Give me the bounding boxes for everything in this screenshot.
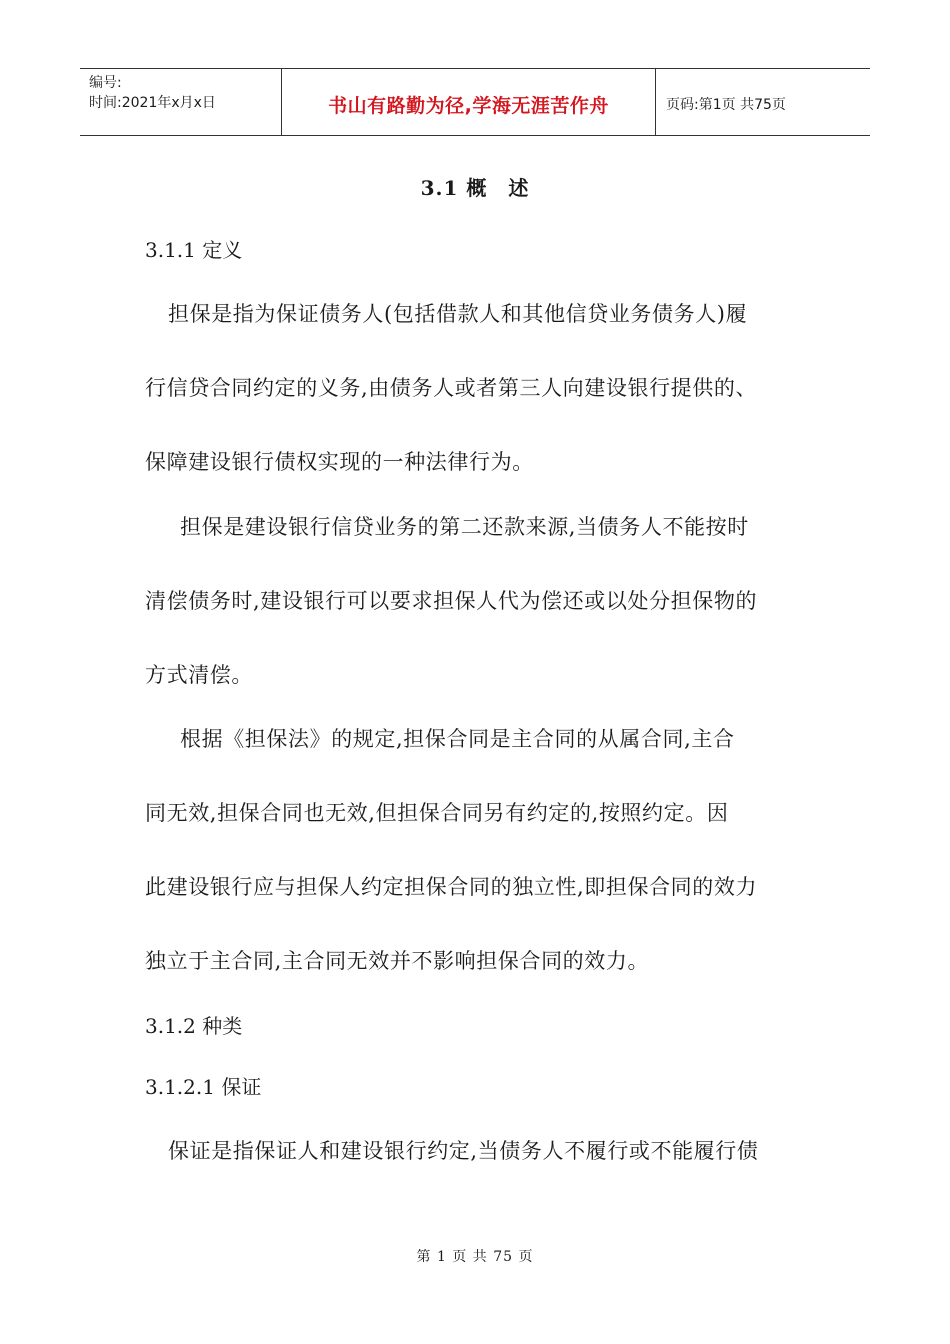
paragraph-line: 行信贷合同约定的义务,由债务人或者第三人向建设银行提供的、 <box>145 376 758 400</box>
document-number-label: 编号: <box>89 75 122 91</box>
paragraph-line: 方式清偿。 <box>145 663 253 687</box>
paragraph-line: 根据《担保法》的规定,担保合同是主合同的从属合同,主合 <box>180 727 735 751</box>
paragraph-line: 保证是指保证人和建设银行约定,当债务人不履行或不能履行债 <box>168 1139 759 1163</box>
document-header <box>80 68 870 136</box>
header-page-info: 页码:第1页 共75页 <box>666 97 786 113</box>
heading-definition: 3.1.1 定义 <box>145 238 243 262</box>
paragraph-line: 担保是指为保证债务人(包括借款人和其他信贷业务债务人)履 <box>168 302 748 326</box>
paragraph-line: 独立于主合同,主合同无效并不影响担保合同的效力。 <box>145 949 650 973</box>
heading-guarantee: 3.1.2.1 保证 <box>145 1075 262 1099</box>
paragraph-line: 同无效,担保合同也无效,但担保合同另有约定的,按照约定。因 <box>145 801 729 825</box>
section-title: 3.1 概 述 <box>420 176 530 200</box>
header-motto: 书山有路勤为径,学海无涯苦作舟 <box>282 69 656 135</box>
paragraph-line: 此建设银行应与担保人约定担保合同的独立性,即担保合同的效力 <box>145 875 758 899</box>
page-footer: 第 1 页 共 75 页 <box>416 1249 534 1265</box>
paragraph-line: 担保是建设银行信贷业务的第二还款来源,当债务人不能按时 <box>180 515 749 539</box>
heading-types: 3.1.2 种类 <box>145 1014 243 1038</box>
header-meta-cell <box>80 69 282 135</box>
paragraph-line: 清偿债务时,建设银行可以要求担保人代为偿还或以处分担保物的 <box>145 589 758 613</box>
document-date-label: 时间:2021年x月x日 <box>89 95 216 111</box>
paragraph-line: 保障建设银行债权实现的一种法律行为。 <box>145 450 534 474</box>
